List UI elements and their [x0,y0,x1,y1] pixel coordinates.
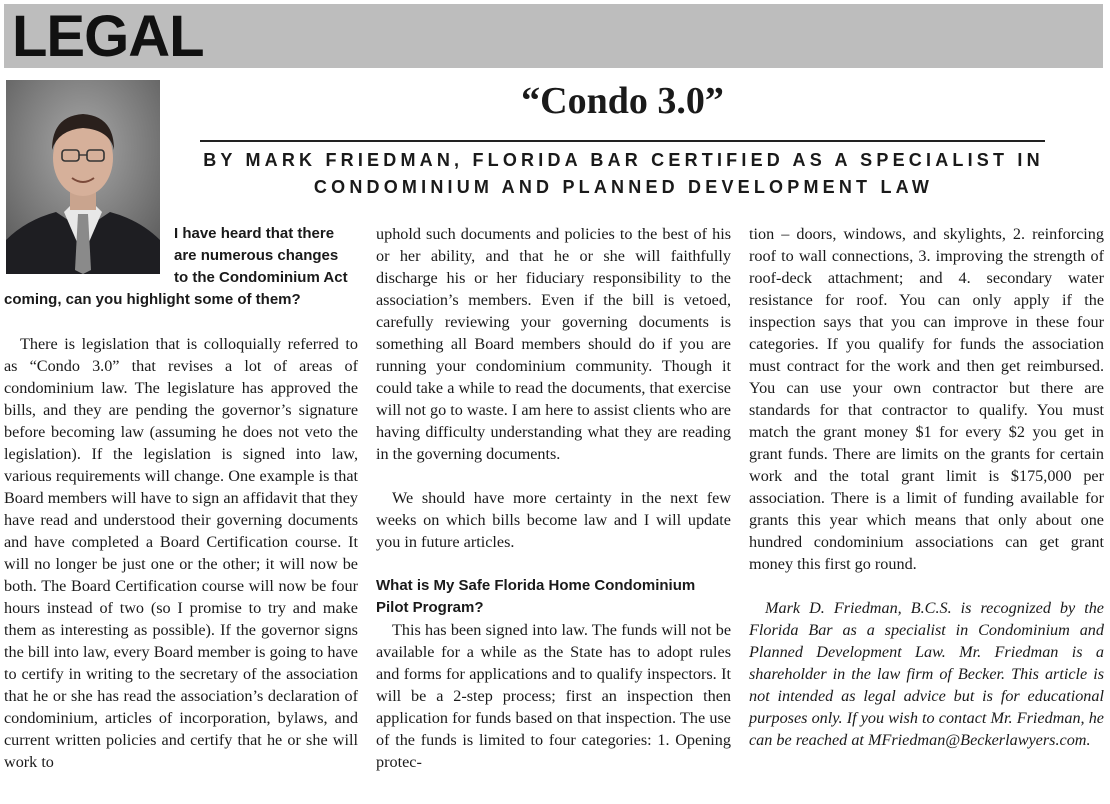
section-title: LEGAL [12,4,204,69]
question-1-line-1: I have heard that there [174,225,335,242]
column-1-paragraph: There is legislation that is colloquially referred to as “Condo 3.0” that revises a lot of areas of condominium law. The legislature has approved the bills, and they are pending the governor’s signature before becoming law (assuming he does not veto the legislation). If the legislation is signed into law, various requirements will change. One example is that Board members will have to sign an affidavit that they have read and understood their governing documents and have completed a Board Certification course. It will no longer be just one or the other; it will now be both. The Board Certification course will now be four hours instead of two (so I promise to try and make them as interesting as possible). If the governor signs the bill into law, every Board member is going to have to certify in writing to the secretary of the association that he or she has read the association’s declaration of condominium, articles of incorporation, bylaws, and current written policies and certify that he or she will work to [4,335,358,771]
article-title: “Condo 3.0” [521,80,724,122]
column-2-paragraph-1: uphold such documents and policies to the best of his or her ability, and that he or she will faithfully discharge his or her fiduciary responsibility to the association’s members. Even if the bill is vetoed, carefully reviewing your governing documents is something all Board members should do if you are running your condominium community. Though it could take a while to read the documents, that exercise will not go to waste. I am here to assist clients who are having difficulty understanding what they are reading in the governing documents. [376,225,731,463]
question-1-line-3: to the Condominium Act [174,269,348,286]
column-2 [376,223,731,773]
column-1 [4,223,358,773]
question-2: What is My Safe Florida Home Condominium Pilot Program? [376,577,696,616]
article-byline [196,147,1051,201]
column-2-paragraph-3: This has been signed into law. The funds will not be available for a while as the State has to adopt rules and forms for applications and to qualify inspectors. It will be a 2-step process; first an inspection then application for funds based on that inspection. The use of the funds is limited to four categories: 1. Opening protec- [376,621,731,771]
byline-line-2: CONDOMINIUM AND PLANNED DEVELOPMENT LAW [313,177,934,197]
question-1-line-4: coming, can you highlight some of them? [4,291,301,308]
column-3-paragraph-1: tion – doors, windows, and skylights, 2. reinforcing roof to wall connections, 3. improving the strength of roof-deck attachment; and 4. secondary water resistance for roof. You can only apply if the inspection says that you can improve in these four categories. If you qualify for funds the association must contract for the work and then get reimbursed. You can use your own contractor but there are standards for that contractor to qualify. You must match the grant money $1 for every $2 you get in grant funds. There are limits on the grants for certain work and the total grant limit is $175,000 per association. There is a limit of funding available for grants this year which means that only about one hundred condominium associations can get grant money this first go round. [749,225,1104,573]
author-bio: Mark D. Friedman, B.C.S. is recognized by the Florida Bar as a specialist in Condominium and Planned Development Law. Mr. Friedman is a shareholder in the law firm of Becker. This article is not intended as legal advice but is for educational purposes only. If you wish to contact Mr. Friedman, he can be reached at MFriedman@Beckerlawyers.com. [749,599,1104,749]
byline-line-1: BY MARK FRIEDMAN, FLORIDA BAR CERTIFIED AS A SPECIALIST IN [203,150,1044,170]
title-rule [200,140,1045,142]
column-2-paragraph-2: We should have more certainty in the next few weeks on which bills become law and I will update you in future articles. [376,489,731,551]
question-1-line-2: are numerous changes [174,247,339,264]
section-banner [4,4,1103,68]
column-3 [749,223,1104,751]
